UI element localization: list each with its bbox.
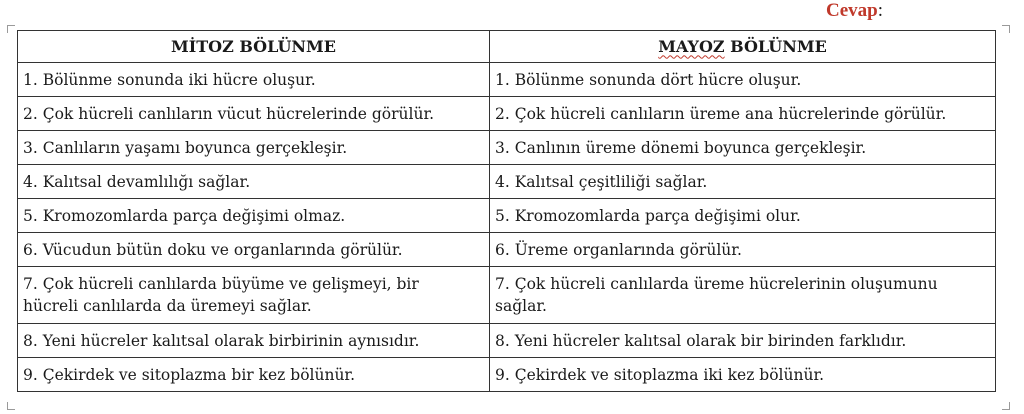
table-header-row bbox=[18, 31, 996, 63]
mayoz-cell[interactable]: 8. Yeni hücreler kalıtsal olarak bir birinden farklıdır. bbox=[490, 324, 996, 358]
table-row bbox=[18, 233, 996, 267]
mitoz-cell[interactable]: 9. Çekirdek ve sitoplazma bir kez bölünür. bbox=[18, 358, 490, 392]
mayoz-cell[interactable] bbox=[490, 267, 996, 324]
mayoz-header-word: MAYOZ bbox=[658, 36, 725, 56]
table-row bbox=[18, 97, 996, 131]
table-resize-handle-top-right[interactable] bbox=[1002, 25, 1010, 33]
answer-colon: : bbox=[877, 0, 884, 21]
table-row bbox=[18, 267, 996, 324]
mitoz-cell-line: hücreli canlılarda da üremeyi sağlar. bbox=[23, 297, 312, 315]
comparison-table bbox=[17, 30, 996, 392]
table-row bbox=[18, 131, 996, 165]
mitoz-cell[interactable]: 5. Kromozomlarda parça değişimi olmaz. bbox=[18, 199, 490, 233]
mayoz-cell-line: 7. Çok hücreli canlılarda üreme hücrelerinin oluşumunu bbox=[495, 275, 938, 293]
mitoz-cell[interactable]: 4. Kalıtsal devamlılığı sağlar. bbox=[18, 165, 490, 199]
mayoz-cell[interactable]: 6. Üreme organlarında görülür. bbox=[490, 233, 996, 267]
mitoz-header-word: MİTOZ bbox=[171, 36, 234, 56]
mayoz-cell-line: sağlar. bbox=[495, 297, 547, 315]
mayoz-cell[interactable]: 4. Kalıtsal çeşitliliği sağlar. bbox=[490, 165, 996, 199]
mayoz-cell[interactable]: 9. Çekirdek ve sitoplazma iki kez bölünür. bbox=[490, 358, 996, 392]
mayoz-cell[interactable]: 1. Bölünme sonunda dört hücre oluşur. bbox=[490, 63, 996, 97]
mitoz-header-rest: BÖLÜNME bbox=[233, 36, 336, 56]
table-row bbox=[18, 165, 996, 199]
table-row bbox=[18, 199, 996, 233]
answer-label-text: Cevap bbox=[826, 0, 878, 21]
mitoz-cell[interactable] bbox=[18, 267, 490, 324]
mitoz-cell[interactable]: 1. Bölünme sonunda iki hücre oluşur. bbox=[18, 63, 490, 97]
table-resize-handle-bottom-left[interactable] bbox=[7, 402, 15, 410]
table-row bbox=[18, 63, 996, 97]
mayoz-cell[interactable]: 2. Çok hücreli canlıların üreme ana hücrelerinde görülür. bbox=[490, 97, 996, 131]
answer-label bbox=[826, 0, 883, 22]
mayoz-header[interactable] bbox=[490, 31, 996, 63]
mitoz-header[interactable] bbox=[18, 31, 490, 63]
mayoz-cell[interactable]: 3. Canlının üreme dönemi boyunca gerçekleşir. bbox=[490, 131, 996, 165]
mitoz-cell[interactable]: 2. Çok hücreli canlıların vücut hücrelerinde görülür. bbox=[18, 97, 490, 131]
mitoz-cell-line: 7. Çok hücreli canlılarda büyüme ve gelişmeyi, bir bbox=[23, 275, 419, 293]
mitoz-cell[interactable]: 6. Vücudun bütün doku ve organlarında görülür. bbox=[18, 233, 490, 267]
mitoz-cell[interactable]: 8. Yeni hücreler kalıtsal olarak birbirinin aynısıdır. bbox=[18, 324, 490, 358]
table-row bbox=[18, 324, 996, 358]
mayoz-header-rest: BÖLÜNME bbox=[724, 36, 827, 56]
mitoz-cell[interactable]: 3. Canlıların yaşamı boyunca gerçekleşir. bbox=[18, 131, 490, 165]
mayoz-cell[interactable]: 5. Kromozomlarda parça değişimi olur. bbox=[490, 199, 996, 233]
table-resize-handle-bottom-right[interactable] bbox=[1002, 402, 1010, 410]
table-row bbox=[18, 358, 996, 392]
table-resize-handle-top-left[interactable] bbox=[7, 25, 15, 33]
